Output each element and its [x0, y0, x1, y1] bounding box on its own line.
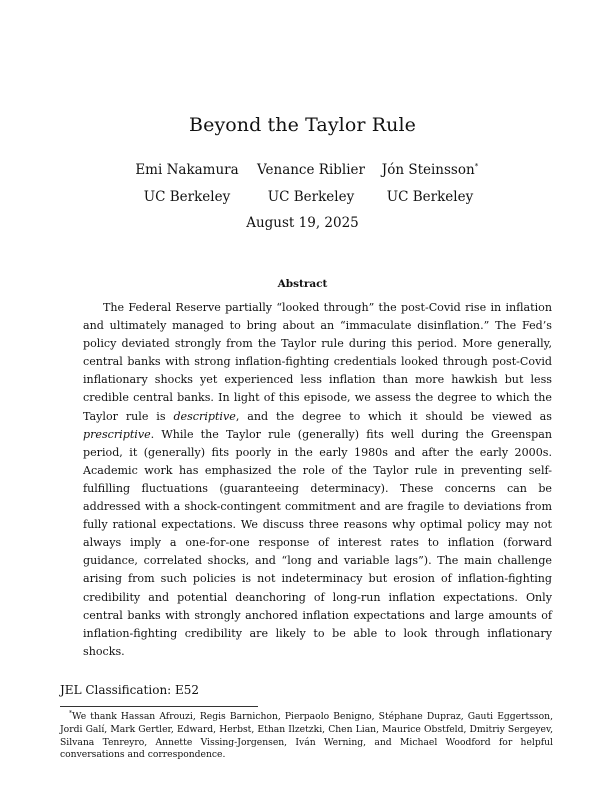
footnote-rule	[60, 706, 258, 707]
footnote-marker: *	[474, 162, 479, 171]
author-name: Jón Steinsson	[381, 162, 475, 178]
author-affiliation: UC Berkeley	[386, 189, 474, 205]
abstract-text-part: . While the Taylor rule (generally) fits well during the Greenspan period, it (generally) fits poorly in the early 1980s and after the early 2000s. Academic work has emphasized the role of the Taylor rule in preventing self-fulfilling fluctuations (guaranteeing determinacy). These concerns can be addressed with a shock-contingent commitment and are fragile to deviations from fully rational expectations. We discuss three reasons why optimal policy may not always imply a one-for-one response of interest rates to inflation (forward guidance, correlated shocks, and “long and variable lags”). The main challenge arising from such policies is not indeterminacy but erosion of inflation-fighting credibility and potential deanchoring of long-run inflation expectations. Only central banks with strongly anchored inflation expectations and large amounts of inflation-fighting credibility are likely to be able to look through inflationary shocks.	[83, 427, 552, 658]
author-name: Venance Riblier	[257, 162, 365, 178]
author-3	[350, 162, 510, 205]
author-affiliation: UC Berkeley	[267, 189, 355, 205]
author-name-with-mark	[350, 162, 510, 178]
footnote-text: We thank Hassan Afrouzi, Regis Barnichon, Pierpaolo Benigno, Stéphane Dupraz, Gauti Eggertsson, Jordi Galí, Mark Gertler, Edward, Herbst, Ethan Ilzetzki, Chen Lian, Maurice Obstfeld, Dmitriy Sergeyev, Silvana Tenreyro, Annette Vissing-Jorgensen, Iván Werning, and Michael Woodford for helpful conversations and correspondence.	[60, 711, 553, 761]
abstract-heading: Abstract	[277, 278, 328, 290]
author-affiliation: UC Berkeley	[143, 189, 231, 205]
abstract-text-part: The Federal Reserve partially “looked through” the post-Covid rise in inflation and ultimately managed to bring about an “immaculate disinflation.” The Fed’s policy deviated strongly from the Taylor rule during this period. More generally, central banks with strong inflation-fighting credentials looked through post-Covid inflationary shocks yet experienced less inflation than more hawkish but less credible central banks. In light of this episode, we assess the degree to which the Taylor rule is	[83, 301, 552, 423]
abstract-body	[83, 299, 552, 661]
abstract-emphasis: descriptive	[173, 409, 236, 423]
author-name: Emi Nakamura	[135, 162, 239, 178]
abstract-emphasis: prescriptive	[83, 427, 151, 441]
paper-title: Beyond the Taylor Rule	[189, 114, 416, 136]
footnote-marker: *	[69, 709, 72, 717]
paper-date: August 19, 2025	[246, 215, 359, 231]
footnote	[60, 711, 553, 762]
abstract-text-part: , and the degree to which it should be viewed as	[235, 409, 552, 423]
jel-classification: JEL Classification: E52	[60, 683, 200, 697]
